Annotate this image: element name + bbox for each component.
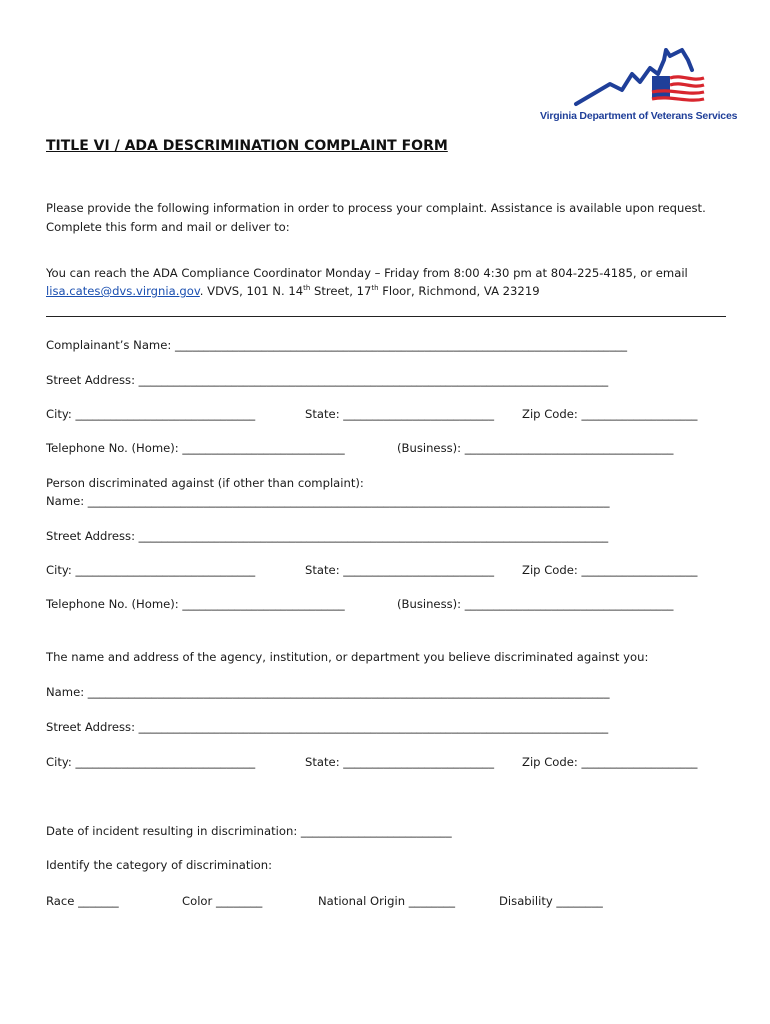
agency-city-field[interactable]: City: _______________________________ [46, 755, 256, 769]
complainant-tel-home-field[interactable]: Telephone No. (Home): ____________________________ [46, 441, 345, 455]
email-link[interactable]: lisa.cates@dvs.virgnia.gov [46, 284, 200, 298]
agency-name-field[interactable]: Name: __________________________________________________________________________________________ [46, 685, 610, 699]
person-name-field[interactable]: Name: __________________________________________________________________________________________ [46, 494, 610, 508]
category-race-field[interactable]: Race _______ [46, 894, 119, 908]
category-color-field[interactable]: Color ________ [182, 894, 263, 908]
address-part-c: Floor, Richmond, VA 23219 [378, 284, 540, 298]
complainant-street-field[interactable]: Street Address: _________________________________________________________________________________ [46, 373, 609, 387]
complainant-zip-field[interactable]: Zip Code: ____________________ [522, 407, 698, 421]
category-national-origin-field[interactable]: National Origin ________ [318, 894, 456, 908]
person-street-field[interactable]: Street Address: _________________________________________________________________________________ [46, 529, 609, 543]
complainant-state-field[interactable]: State: __________________________ [305, 407, 494, 421]
address-part-a: . VDVS, 101 N. 14 [199, 284, 304, 298]
agency-logo [540, 40, 738, 126]
person-section-heading: Person discriminated against (if other than complaint): [46, 476, 364, 490]
contact-line-2 [46, 282, 540, 301]
category-heading: Identify the category of discrimination: [46, 858, 273, 872]
agency-zip-field[interactable]: Zip Code: ____________________ [522, 755, 698, 769]
complainant-city-field[interactable]: City: _______________________________ [46, 407, 256, 421]
section-divider [46, 316, 726, 317]
complainant-tel-business-field[interactable]: (Business): ____________________________________ [397, 441, 674, 455]
intro-line-1: Please provide the following information in order to process your complaint. Assistance is available upon request. [46, 201, 706, 215]
complainant-name-field[interactable]: Complainant’s Name: ______________________________________________________________________________ [46, 338, 628, 352]
agency-section-heading: The name and address of the agency, institution, or department you believe discriminated against you: [46, 650, 649, 664]
agency-state-field[interactable]: State: __________________________ [305, 755, 494, 769]
incident-date-field[interactable]: Date of incident resulting in discrimination: __________________________ [46, 824, 452, 838]
intro-line-2: Complete this form and mail or deliver to: [46, 220, 290, 234]
person-tel-home-field[interactable]: Telephone No. (Home): ____________________________ [46, 597, 345, 611]
person-city-field[interactable]: City: _______________________________ [46, 563, 256, 577]
address-sup-a: th [303, 284, 311, 293]
agency-name: Virginia Department of Veterans Services [540, 110, 738, 122]
form-title: TITLE VI / ADA DESCRIMINATION COMPLAINT FORM [46, 138, 448, 154]
address-sup-b: th [371, 284, 379, 293]
agency-street-field[interactable]: Street Address: _________________________________________________________________________________ [46, 720, 609, 734]
person-zip-field[interactable]: Zip Code: ____________________ [522, 563, 698, 577]
contact-line-1: You can reach the ADA Compliance Coordinator Monday – Friday from 8:00 4:30 pm at 804-225-4185, or email [46, 266, 688, 280]
address-part-b: Street, 17 [310, 284, 372, 298]
person-state-field[interactable]: State: __________________________ [305, 563, 494, 577]
virginia-map-flag-icon [540, 40, 730, 112]
person-tel-business-field[interactable]: (Business): ____________________________________ [397, 597, 674, 611]
category-disability-field[interactable]: Disability ________ [499, 894, 603, 908]
